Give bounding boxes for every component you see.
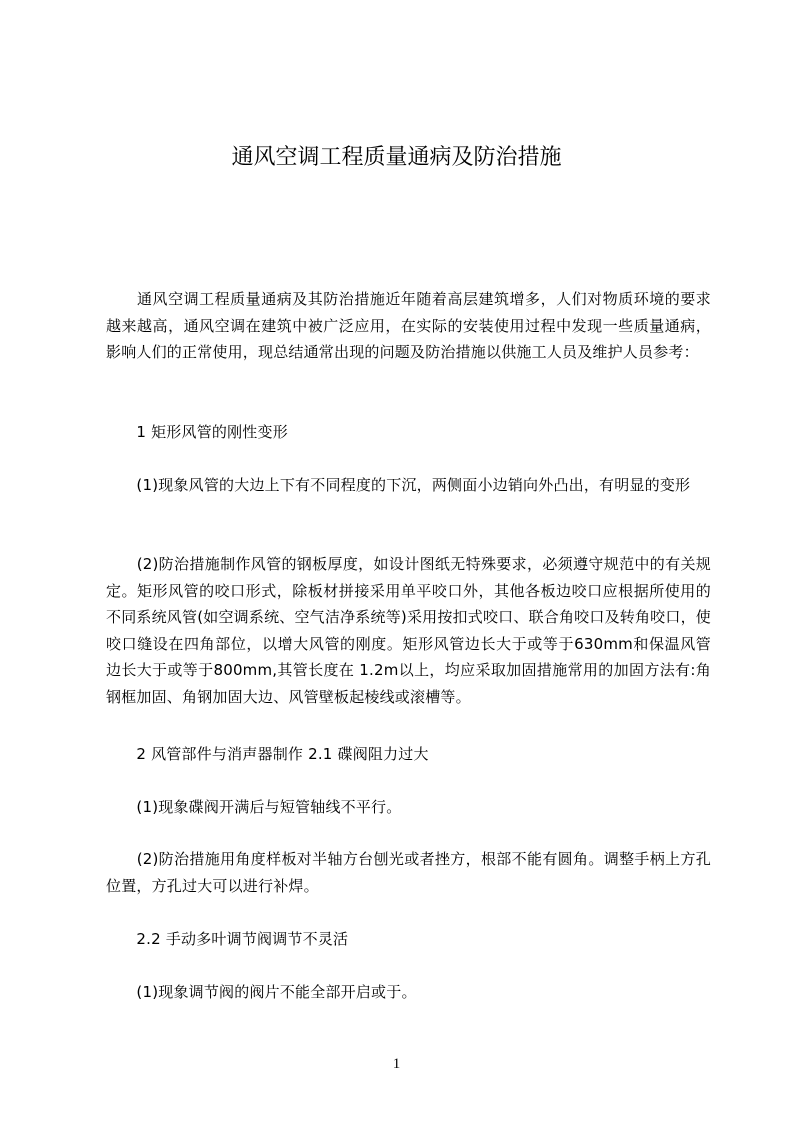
paragraph-2-1-prevention: (2)防治措施用角度样板对半轴方台刨光或者挫方，根部不能有圆角。调整手柄上方孔位置，方孔过大可以进行补焊。: [106, 850, 711, 895]
page-number: 1: [392, 1056, 401, 1072]
section-heading-2: 2 风管部件与消声器制作 2.1 碟阀阻力过大: [106, 745, 429, 763]
paragraph-2-1-phenomenon: (1)现象碟阀开满后与短管轴线不平行。: [106, 798, 402, 816]
section-heading-2-2: 2.2 手动多叶调节阀调节不灵活: [106, 930, 349, 948]
paragraph-1-prevention: (2)防治措施制作风管的钢板厚度，如设计图纸无特殊要求，必须遵守规范中的有关规定。矩形风管的咬口形式，除板材拼接采用单平咬口外，其他各板边咬口应根据所使用的不同系统风管(如空调系统、空气洁净系统等)采用按扣式咬口、联合角咬口及转角咬口，使咬口缝设在四角部位，以增大风管的刚度。矩形风管边长大于或等于630mm和保温风管边长大于或等于800mm,其管长度在 1.2m以上，均应采取加固措施常用的加固方法有:角钢框加固、角钢加固大边、风管壁板起棱线或滚槽等。: [106, 555, 711, 706]
page-title: 通风空调工程质量通病及防治措施: [231, 145, 562, 170]
paragraph-2-2-phenomenon: (1)现象调节阀的阀片不能全部开启或于。: [106, 983, 417, 1001]
section-heading-1: 1 矩形风管的刚性变形: [106, 423, 288, 441]
intro-paragraph: 通风空调工程质量通病及其防治措施近年随着高层建筑增多，人们对物质环境的要求越来越高，通风空调在建筑中被广泛应用，在实际的安装使用过程中发现一些质量通病，影响人们的正常使用，现总结通常出现的问题及防治措施以供施工人员及维护人员参考：: [106, 290, 711, 361]
paragraph-1-phenomenon: (1)现象风管的大边上下有不同程度的下沉，两侧面小边销向外凸出，有明显的变形: [106, 476, 691, 494]
